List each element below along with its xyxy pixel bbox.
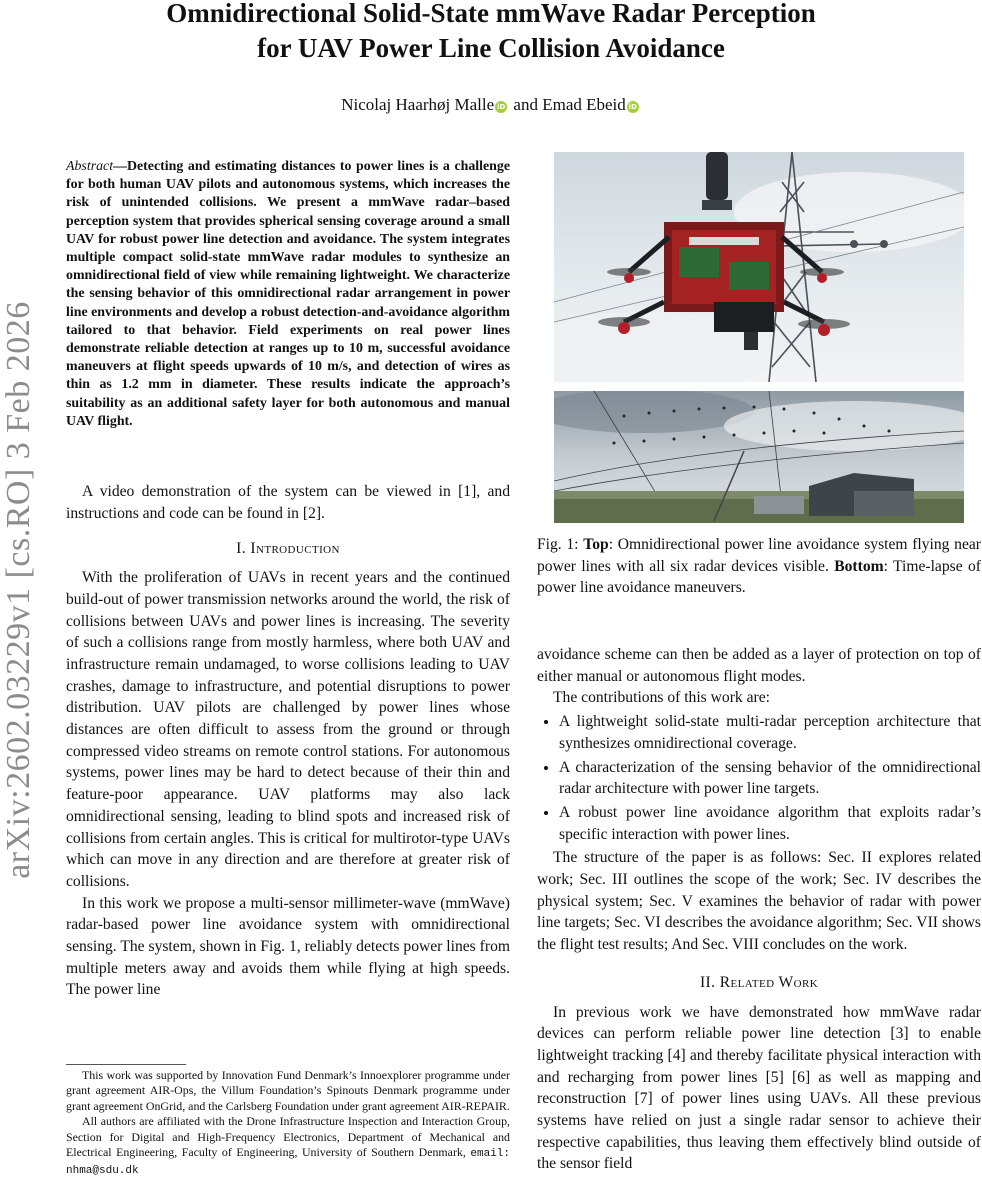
email-label: email: xyxy=(470,1148,510,1161)
figure-label: Fig. 1: xyxy=(537,536,579,553)
caption-top-label: Top xyxy=(583,536,609,553)
avoidance-paragraph: avoidance scheme can then be added as a layer of protection on top of either manual or autonomous flight modes. xyxy=(537,646,981,685)
section-title: Related Work xyxy=(719,973,819,991)
uav-photo xyxy=(554,152,964,382)
contributions-list xyxy=(537,711,981,845)
abstract-text: Detecting and estimating distances to power lines is a challenge for both human UAV pilots and autonomous systems, which increases the risk of unintended collisions. We present a mmWave radar–based perception system that provides spherical sensing coverage around a small UAV for robust power line detection and avoidance. The system integrates multiple compact solid-state mmWave radar modules to synthesize an omnidirectional field of view while remaining lightweight. We characterize the sensing behavior of this omnidirectional radar arrangement in power line environments and develop a robust detection-and-avoidance algorithm tailored to that behavior. Field experiments on real power lines demonstrate reliable detection at ranges up to 10 m, successful avoidance maneuvers at flight speeds upwards of 10 m/s, and detection of wires as thin as 1.2 mm in diameter. These results indicate the approach’s suitability as an additional safety layer for both autonomous and manual UAV flight. xyxy=(66,159,510,429)
abstract-dash: — xyxy=(113,159,127,174)
affiliation-text: All authors are affiliated with the Drone Infrastructure Inspection and Interaction Group, Section for Digital and High-Frequency Electronics, Department of Mechanical and Electrical Engineering, Faculty of Engineering, University of Southern Denmark, xyxy=(66,1114,510,1160)
paper-structure-paragraph: The structure of the paper is as follows: Sec. II explores related work; Sec. III outlines the scope of the work; Sec. IV describes the physical system; Sec. V examines the behavior of radar with power line targets; Sec. VI describes the avoidance algorithm; Sec. VII shows the flight test results; And Sec. VIII concludes on the work. xyxy=(537,849,981,954)
email-link[interactable]: nhma@sdu.dk xyxy=(66,1165,139,1178)
abstract xyxy=(66,158,510,431)
left-column xyxy=(66,481,510,1001)
section-number: II. xyxy=(699,973,716,991)
abstract-label: Abstract xyxy=(66,159,114,174)
related-work-paragraph: In previous work we have demonstrated how mmWave radar devices can perform reliable power line detection [3] to enable lightweight tracking [4] and thereby facilitate physical interaction with and recharging from power lines [5] [6] as well as mapping and reconstruction [7] of power lines using UAVs. All these previous systems have relied on just a single radar sensor to achieve their respective capabilities, thus leaving them effectively blind outside of the sensor field xyxy=(537,1003,981,1173)
arxiv-identifier-sidebar xyxy=(0,270,37,910)
video-note: A video demonstration of the system can be viewed in [1], and instructions and code can be found in [2]. xyxy=(66,483,510,522)
list-item: • A lightweight solid-state multi-radar perception architecture that synthesizes omnidirectional coverage. xyxy=(559,711,981,754)
figure-1-top-photo xyxy=(554,152,964,382)
section-heading-introduction xyxy=(66,538,510,560)
title-line-2: for UAV Power Line Collision Avoidance xyxy=(257,33,725,63)
orcid-icon[interactable]: iD xyxy=(628,103,637,111)
figure-1-caption xyxy=(537,534,981,599)
footnote-affiliation xyxy=(66,1114,510,1180)
author-separator: and xyxy=(513,95,538,114)
list-item: • A robust power line avoidance algorithm that exploits radar’s specific interaction with power lines. xyxy=(559,802,981,845)
intro-paragraph-2: In this work we propose a multi-sensor millimeter-wave (mmWave) radar-based power line avoidance system with omnidirectional sensing. The system, shown in Fig. 1, reliably detects power lines from multiple meters away and avoids them while flying at high speeds. The power line xyxy=(66,894,510,999)
author-list xyxy=(60,95,922,115)
section-heading-related-work xyxy=(537,972,981,994)
footnote-funding: This work was supported by Innovation Fund Denmark’s Innoexplorer programme under grant agreement AIR-Ops, the Villum Foundation’s Spinouts Denmark programme under grant agreement OnGrid, and the Carlsberg Foundation under grant agreement AIR-REPAIR. xyxy=(66,1068,510,1113)
caption-top-text: : Omnidirectional power line avoidance system flying near power lines with all six radar devices visible. xyxy=(537,536,982,575)
orcid-icon[interactable]: iD xyxy=(497,103,506,111)
arxiv-identifier: arXiv:2602.03229v1 [cs.RO] 3 Feb 2026 xyxy=(0,301,37,879)
list-item: • A characterization of the sensing behavior of the omnidirectional radar architecture with power line targets. xyxy=(559,757,981,800)
paper-title xyxy=(60,0,922,66)
section-title: Introduction xyxy=(250,540,340,558)
right-column xyxy=(537,644,981,1175)
author-2: Emad Ebeid xyxy=(542,95,626,114)
intro-paragraph-1: With the proliferation of UAVs in recent years and the continued build-out of power transmission networks around the world, the risk of collisions between UAVs and power lines is increasing. The severity of such a collisions range from mostly harmless, where both UAV and infrastructure remain undamaged, to worse collisions leading to UAV crashes, damage to infrastructure, and potential disruptions to power distribution. UAV pilots are challenged by power lines whose distances are often difficult to assess from the ground or through compressed video streams on remote control stations. For autonomous systems, power lines may be hard to detect because of their thin and feature-poor appearance. UAV platforms may also lack omnidirectional sensing, leading to blind spots and increased risk of collisions from certain angles. This is critical for multirotor-type UAVs which can move in any direction and are therefore at greater risk of collisions. xyxy=(66,569,510,890)
caption-bottom-text: : Time-lapse of power line avoidance maneuvers. xyxy=(537,557,981,597)
contributions-intro: The contributions of this work are: xyxy=(553,689,770,707)
timelapse-photo xyxy=(554,391,964,523)
footnotes xyxy=(66,1068,510,1180)
section-number: I. xyxy=(236,540,247,558)
title-line-1: Omnidirectional Solid-State mmWave Radar Perception xyxy=(166,0,816,28)
footnote-rule xyxy=(66,1064,186,1065)
figure-1-bottom-photo xyxy=(554,391,964,523)
author-1: Nicolaj Haarhøj Malle xyxy=(341,95,495,114)
caption-bottom-label: Bottom xyxy=(834,557,884,575)
